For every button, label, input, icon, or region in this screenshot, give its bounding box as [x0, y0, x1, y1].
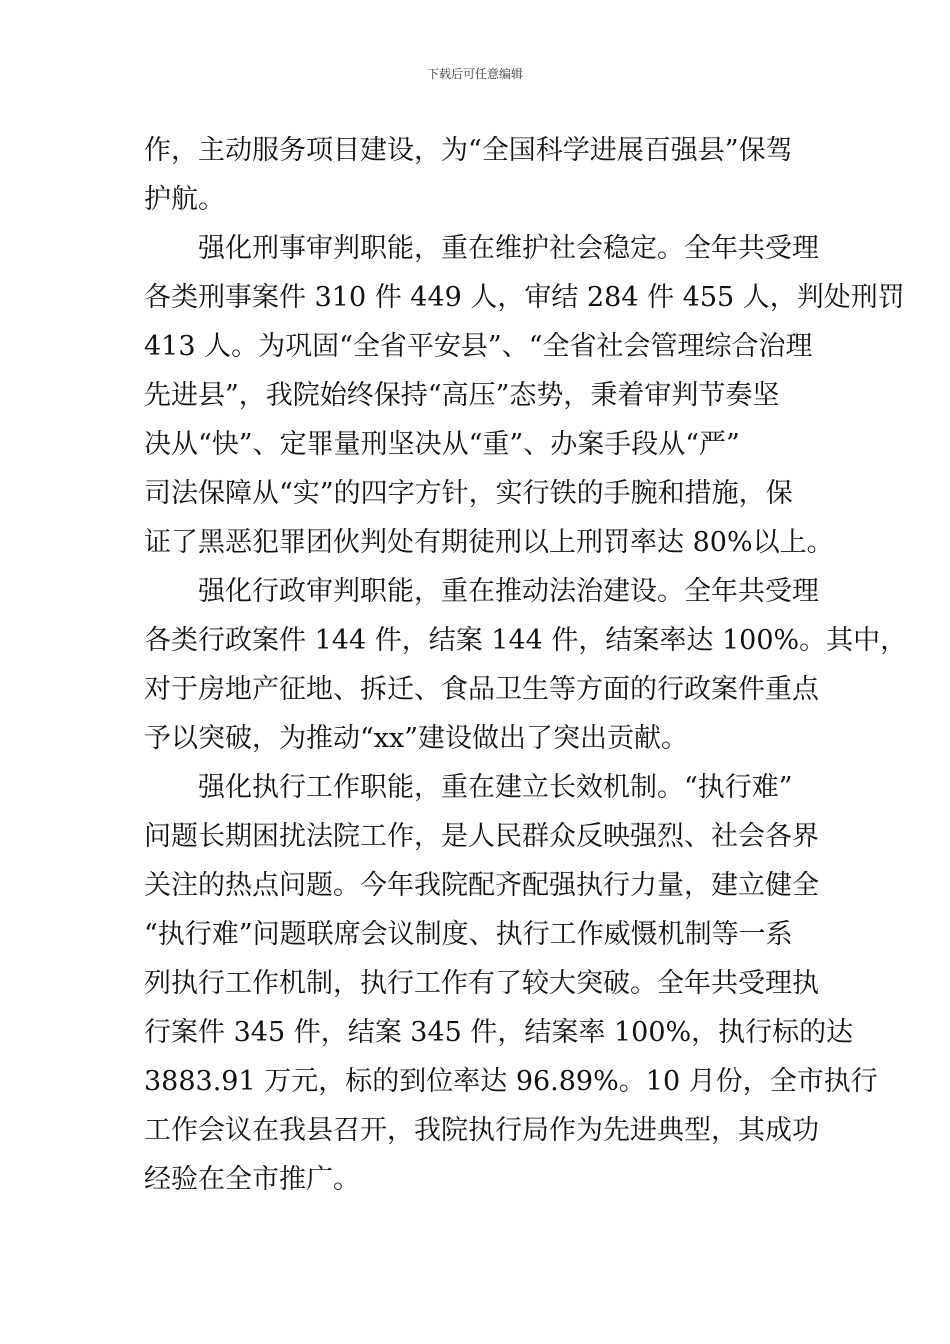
- text-line: 行案件 345 件，结案 345 件，结案率 100%，执行标的达: [144, 1017, 854, 1048]
- text-line: 证了黑恶犯罪团伙判处有期徒刑以上刑罚率达 80%以上。: [144, 527, 834, 558]
- text-line: 经验在全市推广。: [144, 1164, 360, 1195]
- text-line: 先进县”，我院始终保持“高压”态势，秉着审判节奏坚: [144, 380, 780, 411]
- text-line: 司法保障从“实”的四字方针，实行铁的手腕和措施，保: [144, 478, 793, 509]
- text-line: 强化行政审判职能，重在推动法治建设。全年共受理: [198, 576, 819, 607]
- text-line: “执行难”问题联席会议制度、执行工作威慑机制等一系: [144, 919, 793, 950]
- text-line: 作，主动服务项目建设，为“全国科学进展百强县”保驾: [144, 135, 793, 166]
- text-line: 决从“快”、定罪量刑坚决从“重”、办案手段从“严”: [144, 429, 740, 460]
- page-header: 下载后可任意编辑: [426, 67, 523, 81]
- paragraph-administrative-trial: [144, 567, 908, 763]
- paragraph-criminal-trial: [144, 224, 905, 567]
- paragraph-enforcement: [144, 763, 878, 1204]
- text-line: 3883.91 万元，标的到位率达 96.89%。10 月份，全市执行: [144, 1066, 878, 1097]
- text-line: 各类行政案件 144 件，结案 144 件，结案率达 100%。其中，: [144, 625, 908, 656]
- text-line: 问题长期困扰法院工作，是人民群众反映强烈、社会各界: [144, 821, 819, 852]
- document-body: [144, 126, 908, 1204]
- text-line: 护航。: [144, 184, 225, 215]
- text-line: 强化执行工作职能，重在建立长效机制。“执行难”: [198, 772, 793, 803]
- text-line: 工作会议在我县召开，我院执行局作为先进典型，其成功: [144, 1115, 819, 1146]
- text-line: 各类刑事案件 310 件 449 人，审结 284 件 455 人，判处刑罚: [144, 282, 905, 313]
- text-line: 强化刑事审判职能，重在维护社会稳定。全年共受理: [198, 233, 819, 264]
- text-line: 413 人。为巩固“全省平安县”、“全省社会管理综合治理: [144, 331, 813, 362]
- text-line: 予以突破，为推动“xx”建设做出了突出贡献。: [144, 723, 689, 754]
- text-line: 关注的热点问题。今年我院配齐配强执行力量，建立健全: [144, 870, 819, 901]
- text-line: 对于房地产征地、拆迁、食品卫生等方面的行政案件重点: [144, 674, 819, 705]
- text-line: 列执行工作机制，执行工作有了较大突破。全年共受理执: [144, 968, 819, 999]
- paragraph-continuation: [144, 126, 824, 224]
